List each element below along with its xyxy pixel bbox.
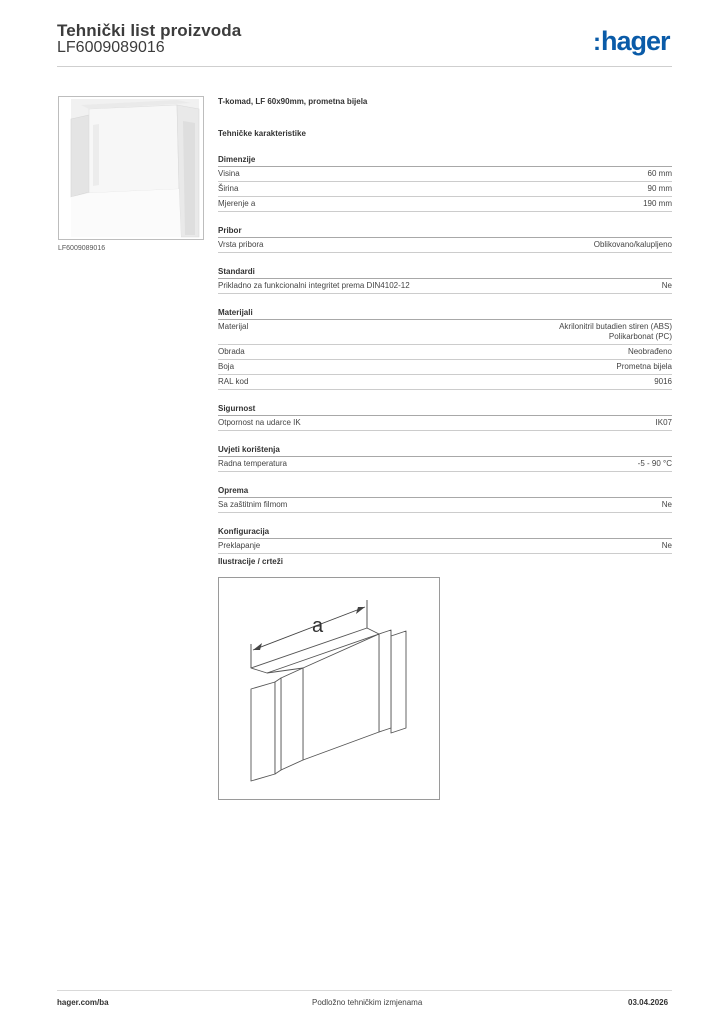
spec-value: 190 mm <box>643 199 672 208</box>
spec-group <box>218 225 672 253</box>
spec-group-title: Pribor <box>218 225 672 238</box>
spec-row <box>218 375 672 390</box>
spec-value: 90 mm <box>647 184 672 193</box>
spec-value: 60 mm <box>647 169 672 178</box>
spec-row <box>218 416 672 431</box>
spec-label: Boja <box>218 362 235 371</box>
spec-row <box>218 197 672 212</box>
product-title: T-komad, LF 60x90mm, prometna bijela <box>218 97 368 106</box>
spec-row <box>218 167 672 182</box>
footer-date: 03.04.2026 <box>628 998 669 1007</box>
spec-value: Ne <box>661 541 672 550</box>
spec-group-title: Oprema <box>218 485 672 498</box>
product-photo-icon <box>59 97 203 239</box>
spec-label: RAL kod <box>218 377 249 386</box>
spec-label: Materijal <box>218 322 249 331</box>
spec-group-title: Dimenzije <box>218 154 672 167</box>
spec-row <box>218 360 672 375</box>
technical-drawing <box>218 577 440 800</box>
spec-value: 9016 <box>654 377 672 386</box>
footer-divider <box>57 990 672 991</box>
spec-row <box>218 320 672 345</box>
spec-label: Visina <box>218 169 240 178</box>
photo-caption: LF6009089016 <box>58 245 106 252</box>
illustration-title: Ilustracije / crteži <box>218 557 283 566</box>
spec-group <box>218 403 672 431</box>
spec-label: Vrsta pribora <box>218 240 264 249</box>
spec-label: Sa zaštitnim filmom <box>218 500 288 509</box>
spec-group-title: Konfiguracija <box>218 526 672 539</box>
spec-value: IK07 <box>655 418 672 427</box>
header-divider <box>57 66 672 67</box>
dimension-label: a <box>312 615 324 637</box>
spec-group-title: Materijali <box>218 307 672 320</box>
spec-value: Prometna bijela <box>616 362 672 371</box>
spec-row <box>218 539 672 554</box>
spec-label: Radna temperatura <box>218 459 287 468</box>
spec-row <box>218 279 672 294</box>
footer-note: Podložno tehničkim izmjenama <box>312 998 423 1007</box>
spec-row <box>218 457 672 472</box>
spec-label: Otpornost na udarce IK <box>218 418 301 427</box>
spec-group-title: Sigurnost <box>218 403 672 416</box>
spec-group <box>218 526 672 554</box>
spec-group <box>218 444 672 472</box>
spec-value: -5 - 90 °C <box>637 459 672 468</box>
logo-colon-icon: : <box>593 29 600 56</box>
spec-row <box>218 345 672 360</box>
tee-drawing-icon <box>219 578 439 799</box>
product-code: LF6009089016 <box>57 39 165 56</box>
spec-value: Akrilonitril butadien stiren (ABS) Polikarbonat (PC) <box>559 322 672 341</box>
spec-row <box>218 238 672 253</box>
spec-group-title: Standardi <box>218 266 672 279</box>
footer-website-link[interactable]: hager.com/ba <box>57 998 109 1007</box>
spec-value: Ne <box>661 281 672 290</box>
spec-value: Ne <box>661 500 672 509</box>
spec-label: Mjerenje a <box>218 199 256 208</box>
spec-group <box>218 485 672 513</box>
spec-group-title: Uvjeti korištenja <box>218 444 672 457</box>
logo-text: hager <box>601 26 670 56</box>
spec-label: Preklapanje <box>218 541 261 550</box>
spec-label: Širina <box>218 184 239 193</box>
spec-group <box>218 307 672 390</box>
product-photo <box>58 96 204 240</box>
specifications <box>218 97 672 554</box>
hager-logo[interactable] <box>593 26 670 58</box>
spec-row <box>218 498 672 513</box>
spec-groups <box>218 154 672 554</box>
section-heading: Tehničke karakteristike <box>218 129 306 138</box>
spec-value: Neobrađeno <box>627 347 672 356</box>
page-title: Tehnički list proizvoda <box>57 21 242 40</box>
spec-row <box>218 182 672 197</box>
spec-group <box>218 154 672 212</box>
spec-group <box>218 266 672 294</box>
spec-label: Obrada <box>218 347 245 356</box>
spec-label: Prikladno za funkcionalni integritet prema DIN4102-12 <box>218 281 410 290</box>
spec-value: Oblikovano/kalupljeno <box>593 240 672 249</box>
